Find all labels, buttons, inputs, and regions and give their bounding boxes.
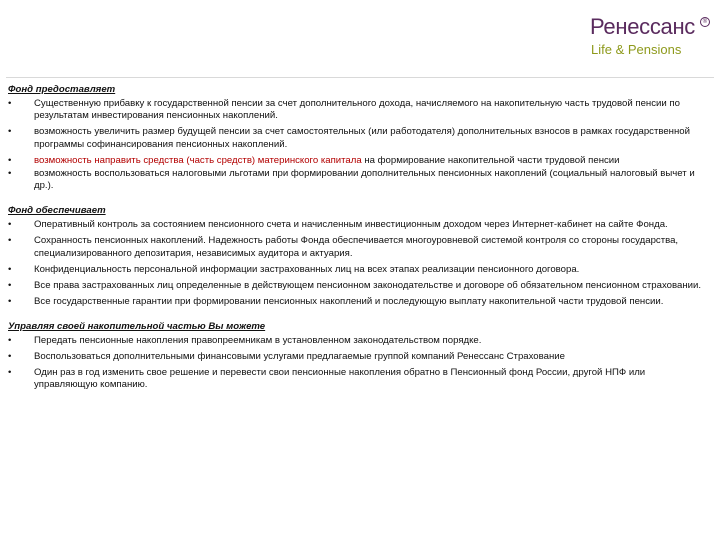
section-title: Управляя своей накопительной частью Вы можете xyxy=(8,320,266,332)
bullet-icon: • xyxy=(8,334,12,346)
bullet-list xyxy=(8,98,710,193)
section-fund-ensures xyxy=(8,205,710,308)
list-item xyxy=(8,235,710,260)
bullet-icon: • xyxy=(8,263,12,275)
list-item xyxy=(8,367,710,392)
section-you-can xyxy=(8,321,710,392)
section-title: Фонд обеспечивает xyxy=(8,205,106,217)
list-item xyxy=(8,280,710,293)
list-item-text: на формирование накопительной части трудовой пенсии xyxy=(361,154,620,166)
list-item xyxy=(8,168,710,193)
list-item xyxy=(8,219,710,232)
bullet-icon: • xyxy=(8,295,12,307)
logo-tagline: Life & Pensions xyxy=(591,42,682,57)
registered-mark: ® xyxy=(700,17,710,27)
list-item xyxy=(8,351,710,364)
list-item xyxy=(8,296,710,309)
list-item xyxy=(8,264,710,277)
list-item-text: возможность увеличить размер будущей пенсии за счет самостоятельных (или работодателя) дополнительных взносов в рамках государственной программы софинансирования пенсионных накоплений. xyxy=(34,126,690,150)
list-item-text: Существенную прибавку к государственной пенсии за счет дополнительного дохода, начисляемого на накопительную часть трудовой пенсии по результатам инвестирования пенсионных накоплений. xyxy=(34,97,680,122)
bullet-list xyxy=(8,335,710,392)
section-title: Фонд предоставляет xyxy=(8,84,116,95)
list-item-text: Воспользоваться дополнительными финансовыми услугами предлагаемые группой компаний Ренессанс Страхование xyxy=(34,350,565,362)
list-item-text: Сохранность пенсионных накоплений. Надежность работы Фонда обеспечивается многоуровневой системой контроля со стороны государства, специализированного депозитария, независимых аудитора и актуария. xyxy=(34,234,679,259)
logo-brand-name: Ренессанс xyxy=(590,14,696,39)
header-divider xyxy=(6,77,714,78)
list-item-text: Оперативный контроль за состоянием пенсионного счета и начисленным инвестиционным доходом через Интернет-кабинет на сайте Фонда. xyxy=(34,218,668,230)
bullet-icon: • xyxy=(8,218,12,230)
list-item xyxy=(8,126,710,151)
renaissance-logo xyxy=(590,14,715,60)
list-item-text: Все государственные гарантии при формировании пенсионных накоплений и последующую выплату накопительной части трудовой пенсии. xyxy=(34,295,664,307)
list-item-text: Передать пенсионные накопления правопреемникам в установленном законодательством порядке. xyxy=(34,334,482,346)
bullet-icon: • xyxy=(8,234,12,246)
document-body xyxy=(8,84,710,395)
bullet-icon: • xyxy=(8,350,12,362)
list-item xyxy=(8,335,710,348)
list-item-text: Все права застрахованных лиц определенные в действующем пенсионном законодательстве и договоре об обязательном пенсионном страховании. xyxy=(34,279,701,291)
list-item-text: Конфиденциальность персональной информации застрахованных лиц на всех этапах реализации пенсионного договора. xyxy=(34,263,580,275)
bullet-icon: • xyxy=(8,366,12,378)
bullet-list xyxy=(8,219,710,309)
bullet-icon: • xyxy=(8,97,12,109)
list-item-text: Один раз в год изменить свое решение и перевести свои пенсионные накопления обратно в Пенсионный фонд России, другой НПФ или управляющую компанию. xyxy=(34,366,646,391)
section-fund-provides xyxy=(8,84,710,193)
list-item xyxy=(8,155,710,168)
bullet-icon: • xyxy=(8,126,12,138)
bullet-icon: • xyxy=(8,154,12,166)
list-item xyxy=(8,98,710,123)
bullet-icon: • xyxy=(8,279,12,291)
bullet-icon: • xyxy=(8,167,12,179)
list-item-text: возможность воспользоваться налоговыми льготами при формировании дополнительных пенсионных накоплений (социальный налоговый вычет и др.). xyxy=(34,167,695,192)
highlighted-text: возможность направить средства (часть средств) материнского капитала xyxy=(34,154,362,166)
